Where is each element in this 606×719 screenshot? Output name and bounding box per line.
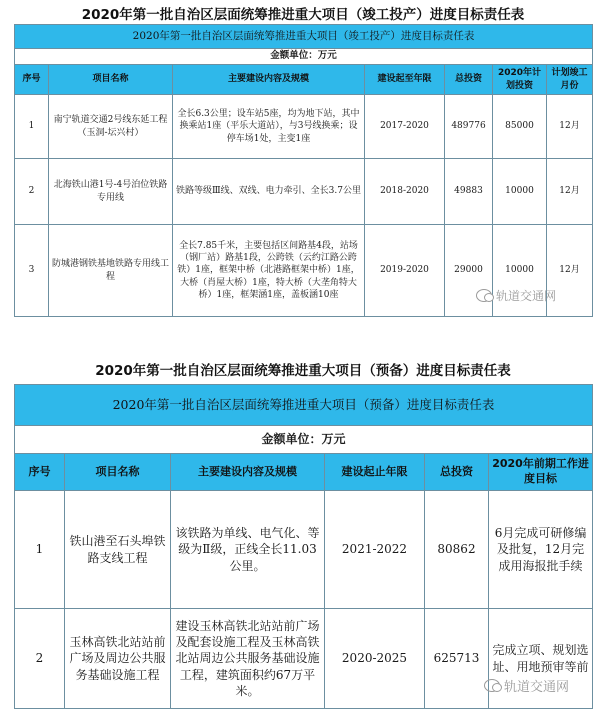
cell-total-investment: 489776 [445,95,493,159]
section1-heading: 2020年第一批自治区层面统筹推进重大项目（竣工投产）进度目标责任表 [81,7,525,23]
cell-completion-month: 12月 [547,95,593,159]
amount-unit: 金额单位：万元 [15,49,593,65]
cell-index: 1 [15,95,49,159]
section2-heading: 2020年第一批自治区层面统筹推进重大项目（预备）进度目标责任表 [95,363,511,379]
cell-total-investment: 49883 [445,159,493,225]
cell-period: 2020-2025 [325,609,425,709]
table-row [15,491,593,609]
cell-total-investment: 80862 [425,491,489,609]
header-period: 建设起至年限 [365,65,445,95]
wechat-icon [484,679,500,692]
watermark-text: 轨道交通网 [504,680,570,695]
header-completion-month: 计划竣工月份 [547,65,593,95]
cell-content: 全长6.3公里；设车站5座，均为地下站，其中换乘站1座（平乐大道站），与3号线换乘；设停车场1处，主变1座 [173,95,365,159]
cell-period: 2018-2020 [365,159,445,225]
header-index: 序号 [15,454,65,491]
cell-total-investment: 29000 [445,225,493,317]
header-period: 建设起止年限 [325,454,425,491]
table-title: 2020年第一批自治区层面统筹推进重大项目（竣工投产）进度目标责任表 [15,25,593,49]
cell-project-name: 铁山港至石头埠铁路支线工程 [65,491,171,609]
wechat-icon [476,289,492,302]
cell-progress-goal: 6月完成可研修编及批复，12月完成用海报批手续 [489,491,593,609]
cell-index: 3 [15,225,49,317]
header-index: 序号 [15,65,49,95]
header-total-investment: 总投资 [445,65,493,95]
cell-project-name: 南宁轨道交通2号线东延工程（玉洞-坛兴村） [49,95,173,159]
cell-content: 铁路等级Ⅲ线、双线、电力牵引、全长3.7公里 [173,159,365,225]
cell-completion-month: 12月 [547,159,593,225]
cell-content: 该铁路为单线、电气化、等级为Ⅱ级，正线全长11.03公里。 [171,491,325,609]
header-progress-goal: 2020年前期工作进度目标 [489,454,593,491]
cell-project-name: 防城港钢铁基地铁路专用线工程 [49,225,173,317]
cell-index: 2 [15,159,49,225]
header-plan-investment: 2020年计划投资 [493,65,547,95]
header-content: 主要建设内容及规模 [171,454,325,491]
amount-unit: 金额单位：万元 [15,426,593,454]
cell-plan-investment: 10000 [493,159,547,225]
table-row [15,95,593,159]
cell-period: 2021-2022 [325,491,425,609]
cell-index: 2 [15,609,65,709]
cell-total-investment: 625713 [425,609,489,709]
cell-project-name: 玉林高铁北站站前广场及周边公共服务基础设施工程 [65,609,171,709]
cell-project-name: 北海铁山港1号-4号泊位铁路专用线 [49,159,173,225]
cell-plan-investment: 85000 [493,95,547,159]
header-total-investment: 总投资 [425,454,489,491]
cell-plan-investment: 10000 [493,225,547,317]
watermark [484,676,569,695]
cell-period: 2017-2020 [365,95,445,159]
cell-content: 建设玉林高铁北站站前广场及配套设施工程及玉林高铁北站周边公共服务基础设施工程，建筑面积约67万平米。 [171,609,325,709]
cell-content: 全长7.85千米，主要包括区间路基4段，站场（钢厂站）路基1段，公跨铁（云约江路公跨铁）1座，框架中桥（北港路框架中桥）1座，大桥（肖屋大桥）1座，特大桥（大垄角特大桥）1座，框架涵1座，盖板涵10座 [173,225,365,317]
watermark-text: 轨道交通网 [496,289,557,303]
cell-period: 2019-2020 [365,225,445,317]
header-content: 主要建设内容及规模 [173,65,365,95]
cell-index: 1 [15,491,65,609]
cell-completion-month: 12月 [547,225,593,317]
table-title: 2020年第一批自治区层面统筹推进重大项目（预备）进度目标责任表 [15,385,593,426]
table-row [15,159,593,225]
header-project-name: 项目名称 [49,65,173,95]
header-project-name: 项目名称 [65,454,171,491]
cell-progress-goal: 完成立项、规划选址、用地预审等前 [489,609,593,709]
completion-projects-table [14,24,593,317]
reserve-projects-table [14,384,593,709]
watermark [476,287,556,304]
